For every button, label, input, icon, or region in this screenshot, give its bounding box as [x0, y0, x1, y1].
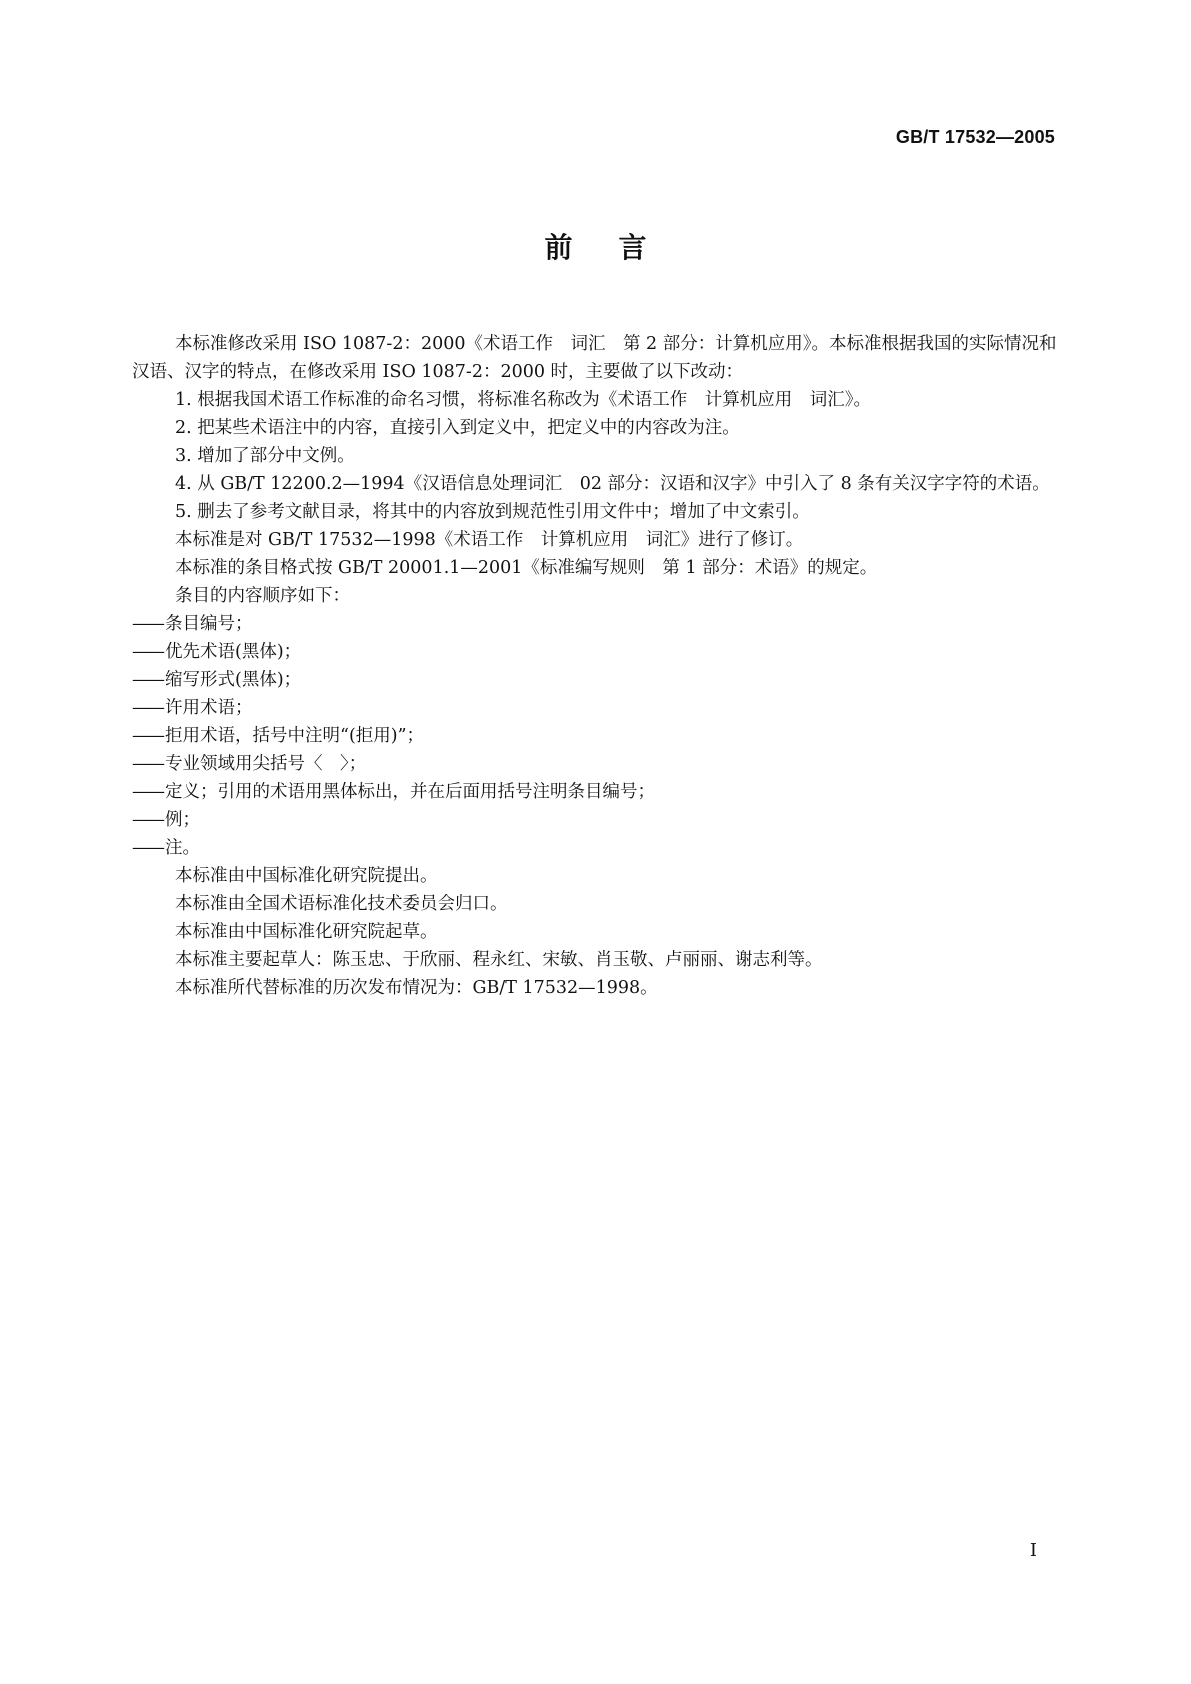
page-title: 前言: [544, 231, 693, 264]
list-item-text: 条目编号；: [165, 614, 253, 634]
dash-marker: ——: [132, 726, 163, 746]
list-item: [132, 694, 1060, 722]
list-item-text: 优先术语(黑体)；: [165, 642, 302, 662]
paragraph-centralized-by: 本标准由全国术语标准化技术委员会归口。: [175, 894, 508, 914]
dash-marker: ——: [132, 642, 163, 662]
dash-marker: ——: [132, 782, 163, 802]
paragraph-revision: 本标准是对 GB/T 17532—1998《术语工作 计算机应用 词汇》进行了修订。: [175, 530, 804, 550]
entry-order-list: [132, 610, 1060, 862]
paragraph-format: 本标准的条目格式按 GB/T 20001.1—2001《标准编写规则 第 1 部分：术语》的规定。: [175, 558, 878, 578]
list-item-text: 注。: [165, 838, 200, 858]
paragraph-drafted-by: 本标准由中国标准化研究院起草。: [175, 922, 438, 942]
list-item: [132, 750, 1060, 778]
list-item-text: 拒用术语，括号中注明“(拒用)”；: [165, 726, 425, 746]
dash-marker: ——: [132, 698, 163, 718]
paragraph-change-1: 1. 根据我国术语工作标准的命名习惯，将标准名称改为《术语工作 计算机应用 词汇》。: [175, 390, 872, 410]
paragraph-drafters: 本标准主要起草人：陈玉忠、于欣丽、程永红、宋敏、肖玉敬、卢丽丽、谢志利等。: [175, 950, 823, 970]
dash-marker: ——: [132, 810, 163, 830]
paragraph-change-5: 5. 删去了参考文献目录，将其中的内容放到规范性引用文件中；增加了中文索引。: [175, 502, 810, 522]
dash-marker: ——: [132, 670, 163, 690]
list-item-text: 许用术语；: [165, 698, 253, 718]
list-item-text: 缩写形式(黑体)；: [165, 670, 302, 690]
document-number: GB/T 17532—2005: [895, 127, 1055, 147]
dash-marker: ——: [132, 838, 163, 858]
list-item: [132, 638, 1060, 666]
list-item: [132, 834, 1060, 862]
paragraph-change-4: 4. 从 GB/T 12200.2—1994《汉语信息处理词汇 02 部分：汉语和汉字》中引入了 8 条有关汉字字符的术语。: [175, 474, 1050, 494]
dash-marker: ——: [132, 754, 163, 774]
list-item: [132, 722, 1060, 750]
paragraph-replaced-editions: 本标准所代替标准的历次发布情况为：GB/T 17532—1998。: [175, 978, 658, 998]
paragraph-order: 条目的内容顺序如下：: [175, 586, 350, 606]
paragraph-change-3: 3. 增加了部分中文例。: [175, 446, 355, 466]
paragraph-proposed-by: 本标准由中国标准化研究院提出。: [175, 866, 438, 886]
list-item-text: 例；: [165, 810, 200, 830]
dash-marker: ——: [132, 614, 163, 634]
paragraph-intro: 本标准修改采用 ISO 1087-2：2000《术语工作 词汇 第 2 部分：计算机应用》。本标准根据我国的实际情况和汉语、汉字的特点，在修改采用 ISO 1087-2：2000 时，主要做了以下改动：: [132, 334, 1057, 382]
paragraph-change-2: 2. 把某些术语注中的内容，直接引入到定义中，把定义中的内容改为注。: [175, 418, 740, 438]
page-number: I: [1029, 1540, 1037, 1561]
list-item: [132, 610, 1060, 638]
list-item-text: 定义；引用的术语用黑体标出，并在后面用括号注明条目编号；: [165, 782, 655, 802]
list-item-text: 专业领域用尖括号〈 〉；: [165, 754, 367, 774]
list-item: [132, 778, 1060, 806]
list-item: [132, 666, 1060, 694]
foreword-body: [132, 330, 1060, 1002]
list-item: [132, 806, 1060, 834]
